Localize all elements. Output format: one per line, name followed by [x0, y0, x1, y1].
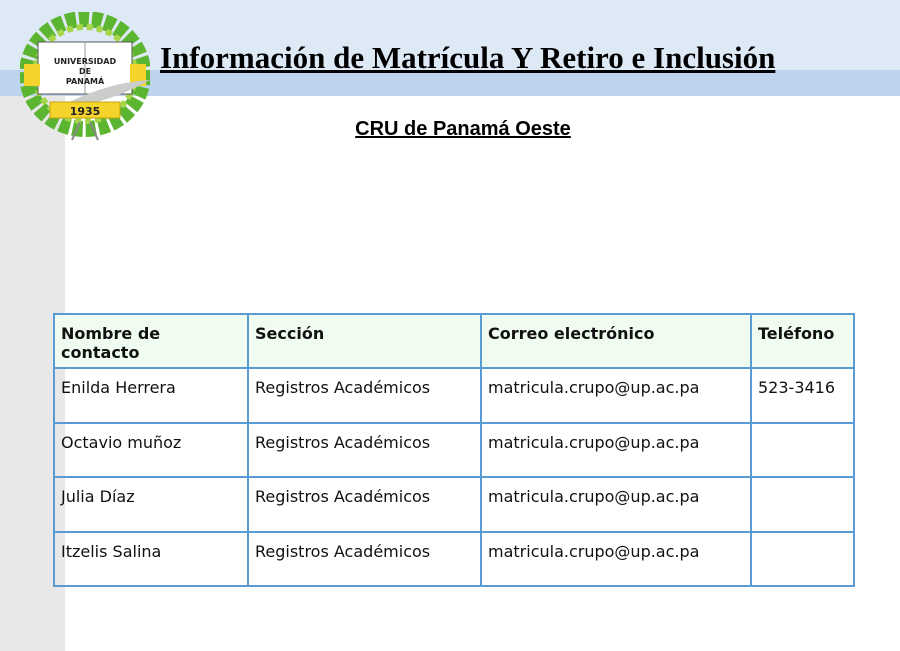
- page-subtitle: CRU de Panamá Oeste: [355, 118, 571, 140]
- contact-name: Julia Díaz: [54, 477, 248, 532]
- contact-email: matricula.crupo@up.ac.pa: [481, 532, 751, 587]
- contact-phone: [751, 423, 854, 478]
- table-row: [54, 477, 854, 532]
- contact-phone: 523-3416: [751, 368, 854, 423]
- column-header-section: Sección: [248, 314, 481, 368]
- table-row: [54, 532, 854, 587]
- contacts-table: [53, 313, 855, 587]
- contact-name: Enilda Herrera: [54, 368, 248, 423]
- column-header-phone: Teléfono: [751, 314, 854, 368]
- table-row: [54, 368, 854, 423]
- contact-email: matricula.crupo@up.ac.pa: [481, 477, 751, 532]
- svg-text:UNIVERSIDAD: UNIVERSIDAD: [53, 57, 117, 66]
- svg-text:1935: 1935: [69, 105, 101, 118]
- svg-text:PANAMÁ: PANAMÁ: [65, 77, 105, 86]
- contact-section: Registros Académicos: [248, 423, 481, 478]
- contact-section: Registros Académicos: [248, 477, 481, 532]
- column-header-name: Nombre de contacto: [54, 314, 248, 368]
- page-title: Información de Matrícula Y Retiro e Inclusión: [160, 40, 776, 75]
- contact-name: Itzelis Salina: [54, 532, 248, 587]
- column-header-email: Correo electrónico: [481, 314, 751, 368]
- contact-name: Octavio muñoz: [54, 423, 248, 478]
- contact-section: Registros Académicos: [248, 368, 481, 423]
- svg-text:DE: DE: [78, 67, 92, 76]
- contact-phone: [751, 532, 854, 587]
- contact-email: matricula.crupo@up.ac.pa: [481, 368, 751, 423]
- contact-section: Registros Académicos: [248, 532, 481, 587]
- table-header-row: [54, 314, 854, 368]
- contact-email: matricula.crupo@up.ac.pa: [481, 423, 751, 478]
- table-row: [54, 423, 854, 478]
- contact-phone: [751, 477, 854, 532]
